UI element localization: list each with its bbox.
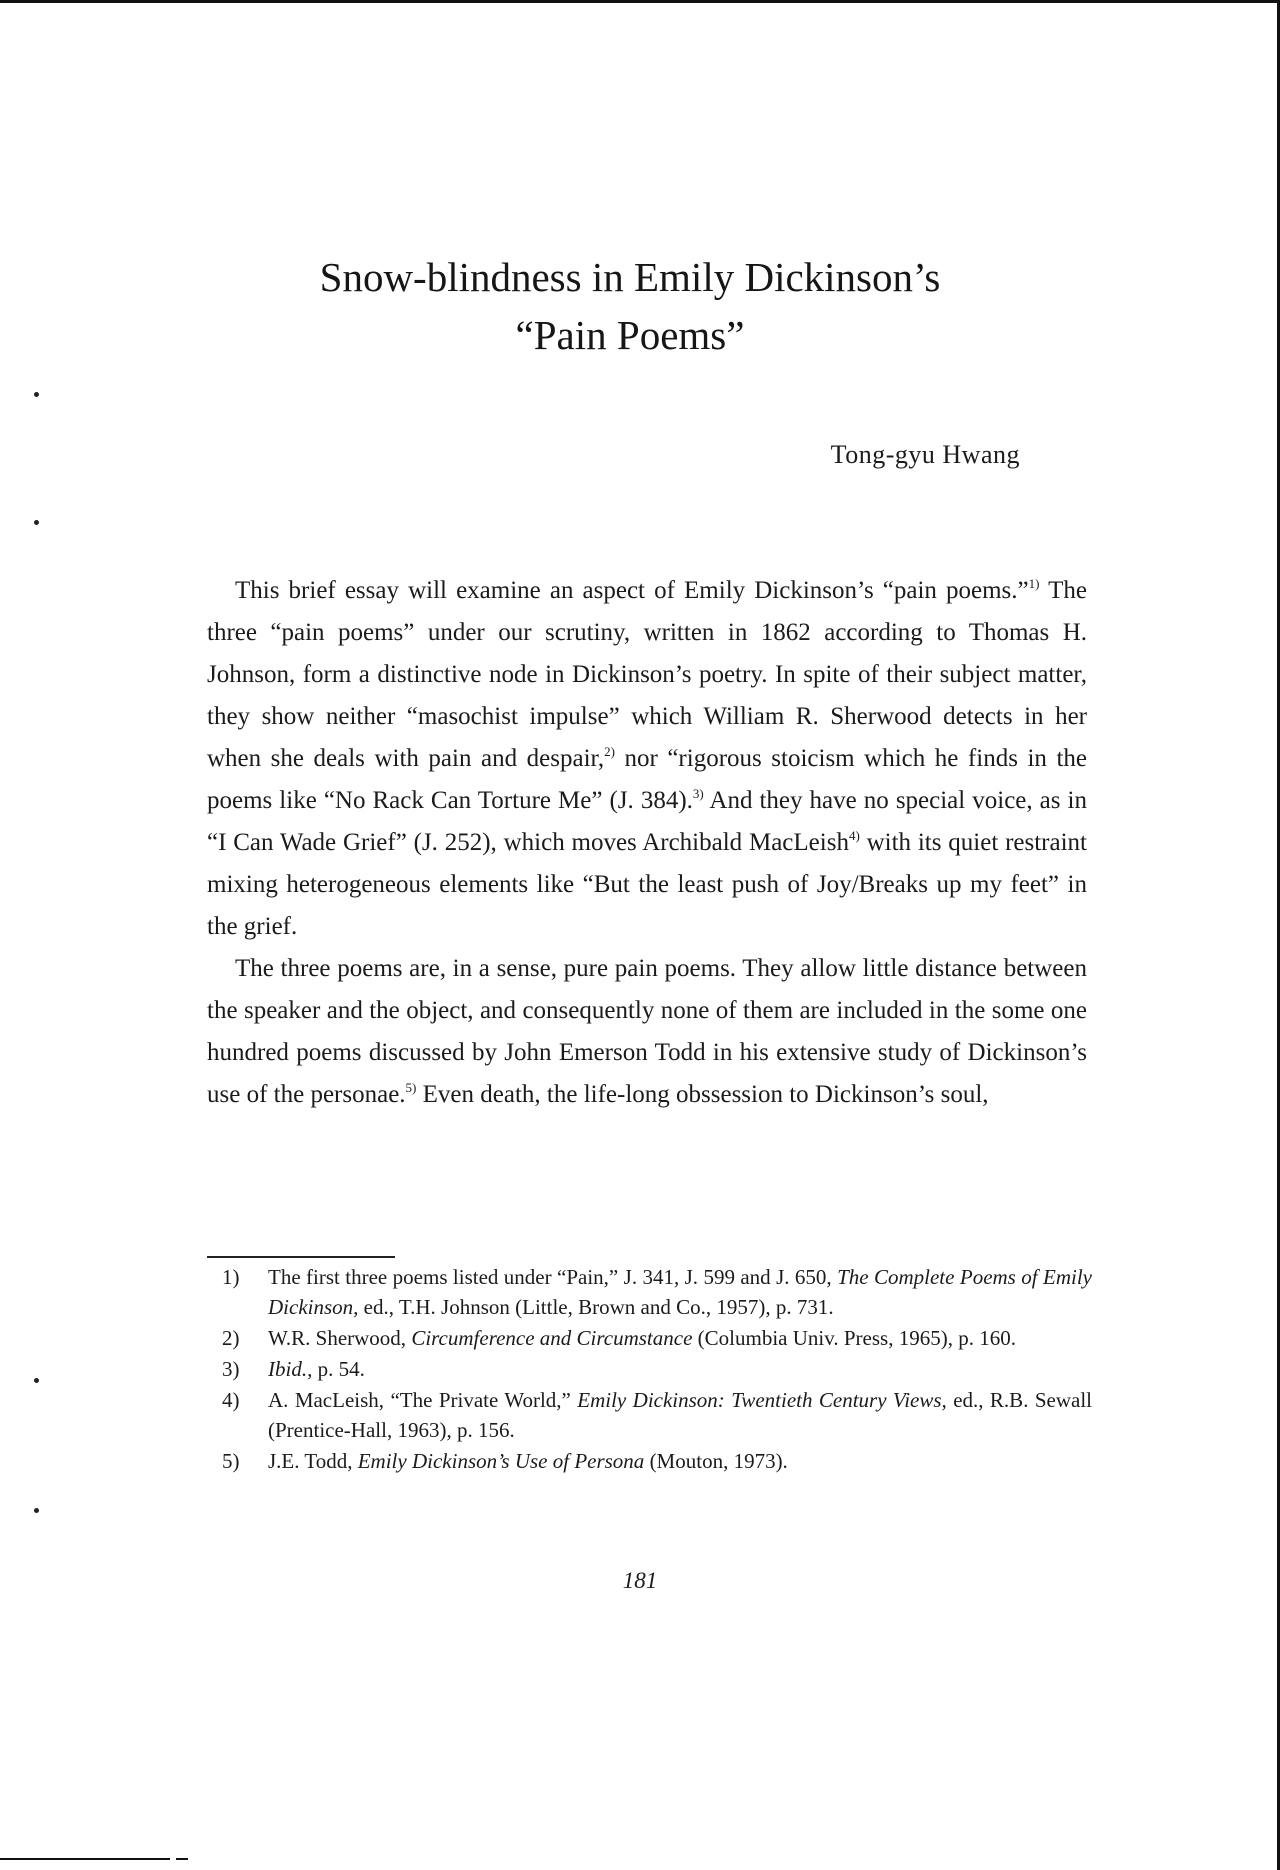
scan-speck (34, 1378, 39, 1383)
scan-speck (34, 520, 39, 525)
author-name: Tong-gyu Hwang (830, 440, 1020, 469)
article-body (207, 570, 1087, 1116)
paragraph: The three poems are, in a sense, pure pain poems. They allow little distance between the speaker and the object, and consequently none of them are included in the some one hundred poems discussed by John Emerson Todd in his extensive study of Dickinson’s use of the personae.$^{5)}$ Even death, the life-long obssession to Dickinson’s soul, (207, 955, 1087, 1108)
title-line-2: “Pain Poems” (515, 312, 745, 358)
scan-bottom-mark (0, 1858, 170, 1860)
scan-top-border (0, 0, 1280, 3)
article-title (240, 248, 1020, 364)
paragraph: This brief essay will examine an aspect of Emily Dickinson’s “pain poems.”$^{1)}$ The three “pain poems” under our scrutiny, written in 1862 according to Thomas H. Johnson, form a distinctive node in Dickinson’s poetry. In spite of their subject matter, they show neither “masochist impulse” which William R. Sherwood detects in her when she deals with pain and despair,$^{2)}$ nor “rigorous stoicism which he finds in the poems like “No Rack Can Torture Me” (J. 384).$^{3)}$ And they have no special voice, as in “I Can Wade Grief” (J. 252), which moves Archibald MacLeish$^{4)}$ with its quiet restraint mixing heterogeneous elements like “But the least push of Joy/Breaks up my feet” in the grief. (207, 576, 1087, 940)
footnote-separator (207, 1256, 395, 1258)
title-line-1: Snow-blindness in Emily Dickinson’s (319, 254, 941, 300)
footnote-ref: 4) (848, 828, 860, 843)
scan-speck (34, 392, 39, 397)
footnote: 3) Ibid., p. 54. (222, 1357, 365, 1381)
footnote: 4) A. MacLeish, “The Private World,” Emily Dickinson: Twentieth Century Views, ed., R.B. Sewall (Prentice-Hall, 1963), p. 156. (222, 1388, 1092, 1442)
footnote: 2) W.R. Sherwood, Circumference and Circumstance (Columbia Univ. Press, 1965), p. 160. (222, 1326, 1016, 1350)
scan-speck (34, 1508, 39, 1513)
page-number: 181 (622, 1568, 658, 1593)
footnotes (222, 1262, 1092, 1477)
scan-bottom-mark (176, 1858, 188, 1860)
footnote-ref: 3) (692, 786, 704, 801)
footnote-ref: 2) (604, 744, 615, 759)
footnote-ref: 1) (1028, 576, 1040, 591)
footnote: 5) J.E. Todd, Emily Dickinson’s Use of Persona (Mouton, 1973). (222, 1449, 788, 1473)
footnote-ref: 5) (405, 1080, 417, 1095)
footnote: 1) The first three poems listed under “Pain,” J. 341, J. 599 and J. 650, The Complete Poems of Emily Dickinson, ed., T.H. Johnson (Little, Brown and Co., 1957), p. 731. (222, 1265, 1092, 1319)
